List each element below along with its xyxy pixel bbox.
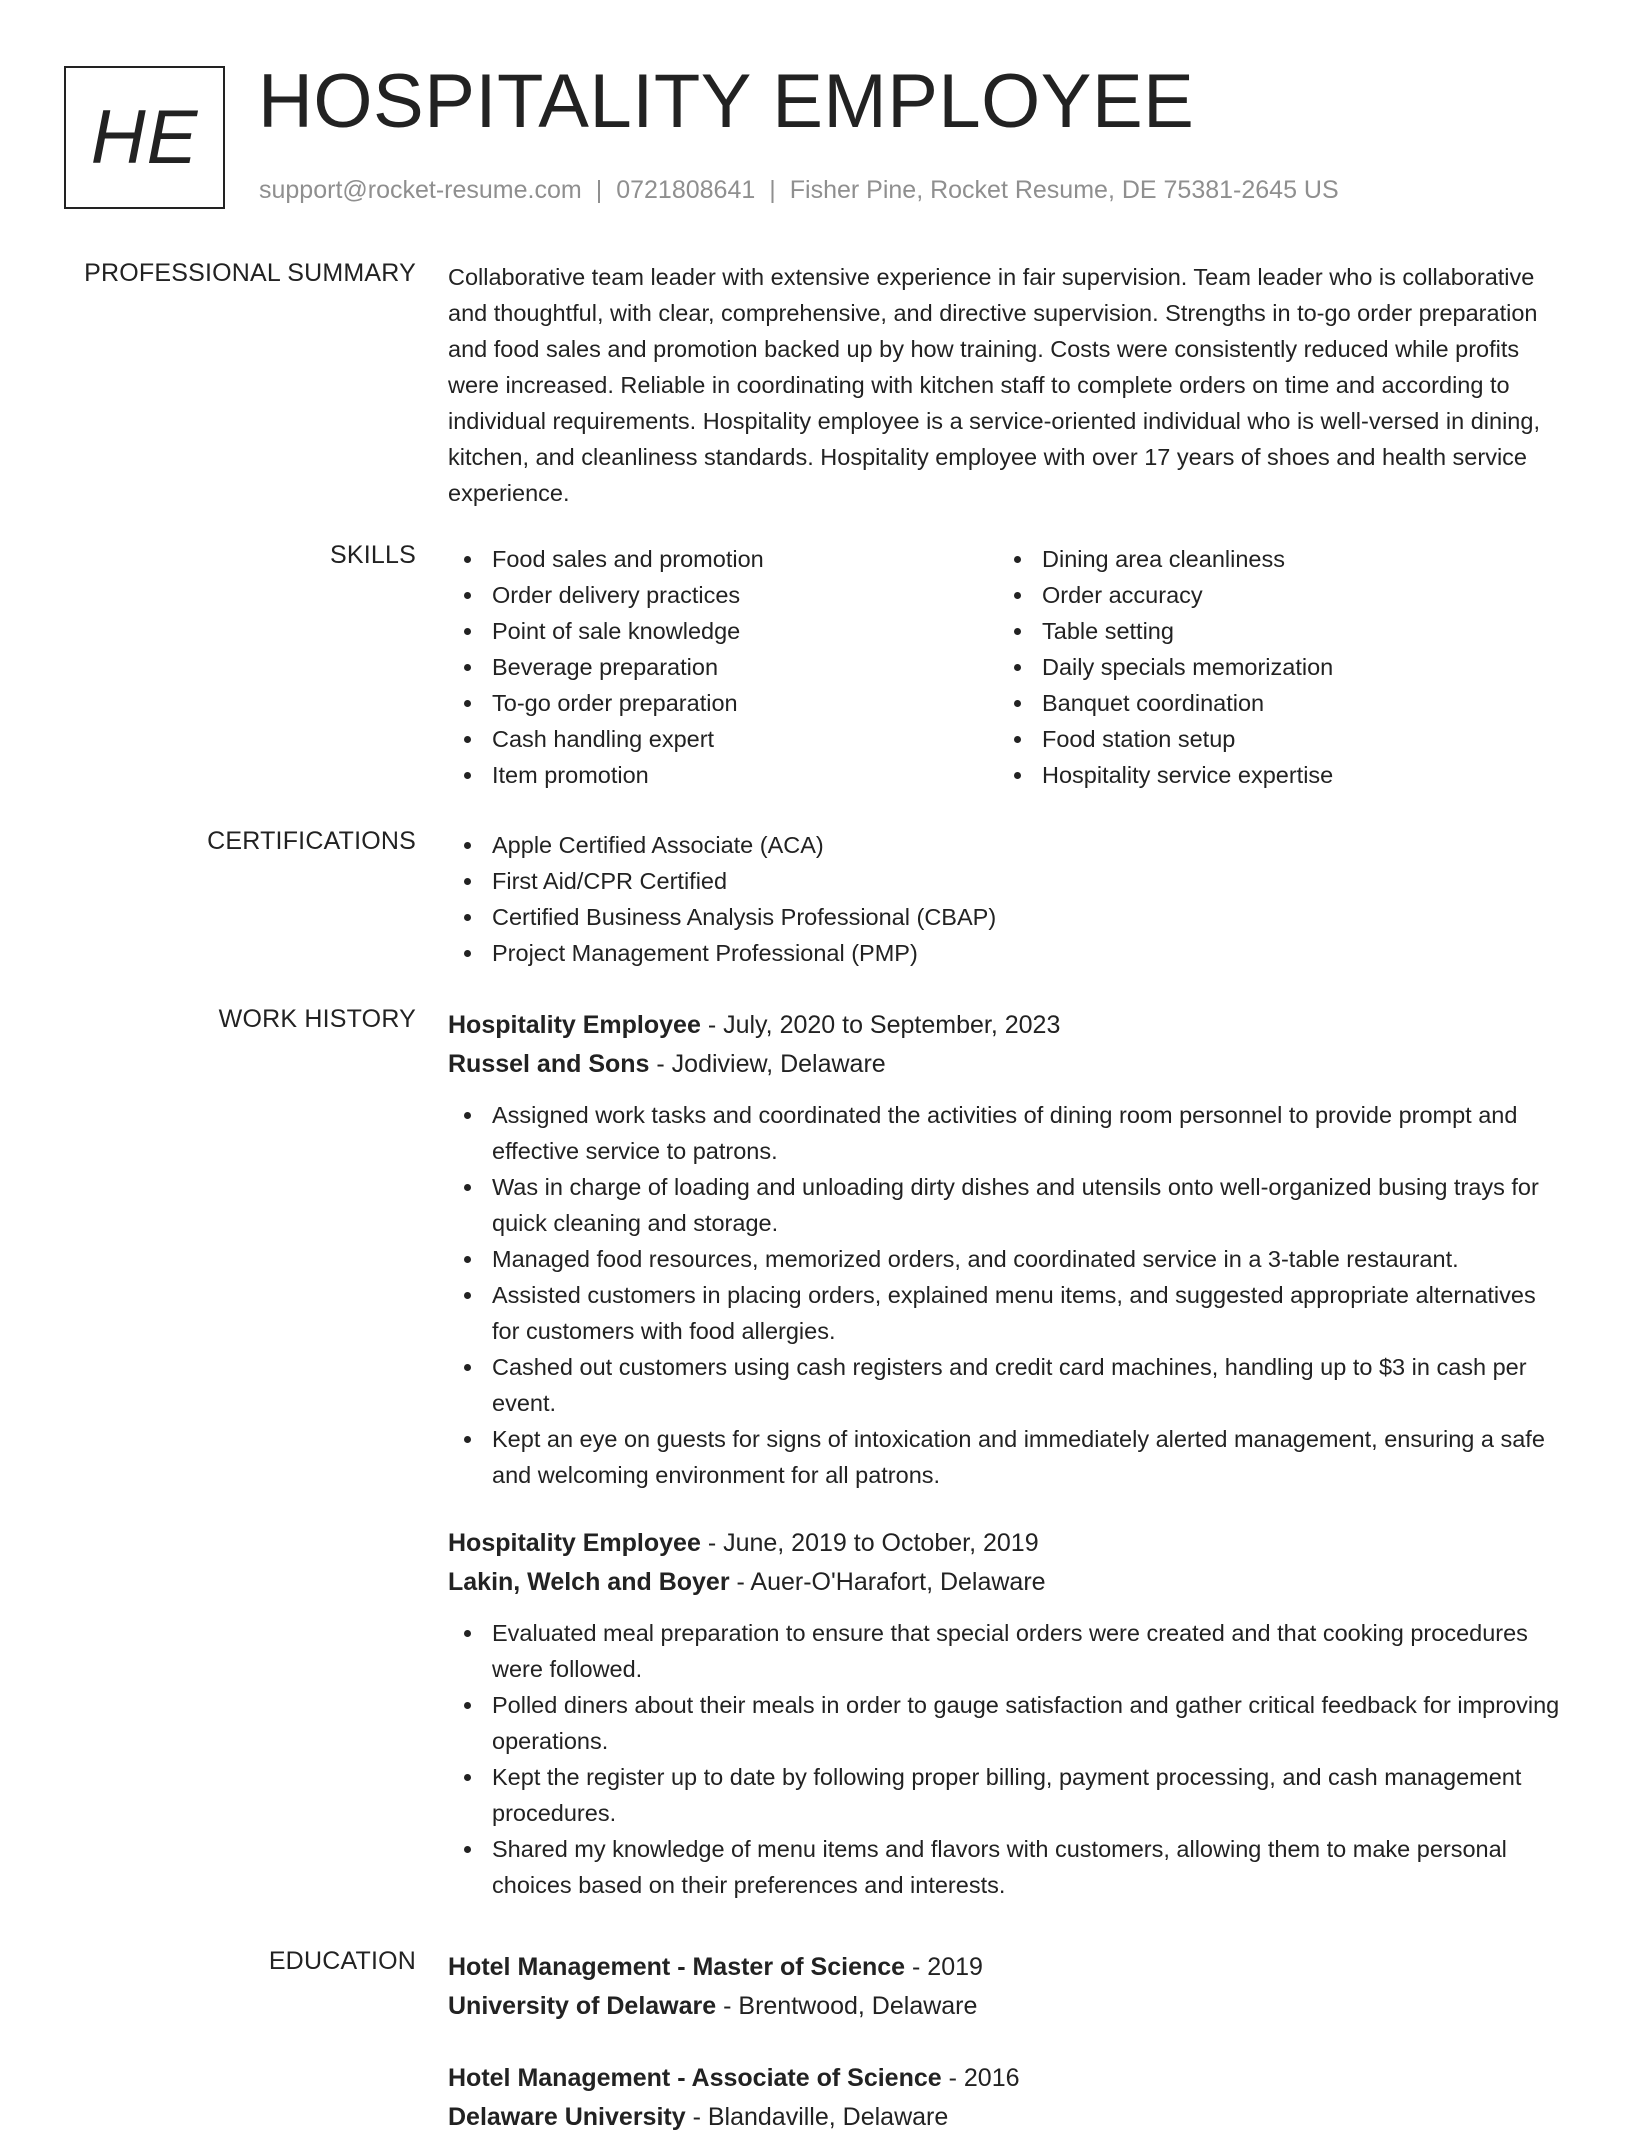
certifications-list bbox=[448, 827, 1568, 971]
skills-grid bbox=[448, 541, 1568, 793]
job-title-line bbox=[448, 1523, 1568, 1563]
skill-item: Food sales and promotion bbox=[448, 541, 998, 577]
education-location: - Blandaville, Delaware bbox=[692, 2103, 949, 2131]
skill-item: Cash handling expert bbox=[448, 721, 998, 757]
job-bullet: Assigned work tasks and coordinated the activities of dining room personnel to provide prompt and effective service to patrons. bbox=[448, 1097, 1568, 1169]
skill-item: Daily specials memorization bbox=[998, 649, 1548, 685]
job-bullets bbox=[448, 1615, 1568, 1903]
job-title: Hospitality Employee bbox=[448, 1529, 701, 1557]
job-bullet: Was in charge of loading and unloading dirty dishes and utensils onto well-organized busing trays for quick cleaning and storage. bbox=[448, 1169, 1568, 1241]
job-dates: - July, 2020 to September, 2023 bbox=[707, 1011, 1061, 1039]
education-degree-line bbox=[448, 2058, 1568, 2098]
education-entry bbox=[448, 2058, 1568, 2136]
job-bullet: Polled diners about their meals in order to gauge satisfaction and gather critical feedback for improving operations. bbox=[448, 1687, 1568, 1759]
skill-item: Beverage preparation bbox=[448, 649, 998, 685]
job-bullet: Kept the register up to date by following proper billing, payment processing, and cash management procedures. bbox=[448, 1759, 1568, 1831]
skill-item: To-go order preparation bbox=[448, 685, 998, 721]
education-entry bbox=[448, 1947, 1568, 2025]
job-bullet: Assisted customers in placing orders, explained menu items, and suggested appropriate alternatives for customers with food allergies. bbox=[448, 1277, 1568, 1349]
education-body bbox=[448, 1947, 1568, 2136]
monogram-box bbox=[64, 66, 225, 209]
education-year: - 2019 bbox=[912, 1953, 983, 1981]
skill-item: Order accuracy bbox=[998, 577, 1548, 613]
education-degree: Hotel Management - Master of Science bbox=[448, 1953, 906, 1981]
certification-item: Apple Certified Associate (ACA) bbox=[448, 827, 1568, 863]
section-label-skills: SKILLS bbox=[330, 541, 416, 569]
job-bullet: Evaluated meal preparation to ensure that special orders were created and that cooking procedures were followed. bbox=[448, 1615, 1568, 1687]
job-entry bbox=[448, 1523, 1568, 1903]
skill-item: Point of sale knowledge bbox=[448, 613, 998, 649]
skills-list-right bbox=[998, 541, 1548, 793]
job-entry bbox=[448, 1005, 1568, 1493]
education-school: University of Delaware bbox=[448, 1992, 717, 2020]
skill-item: Dining area cleanliness bbox=[998, 541, 1548, 577]
job-bullet: Kept an eye on guests for signs of intoxication and immediately alerted management, ensuring a safe and welcoming environment for all patrons. bbox=[448, 1421, 1568, 1493]
job-bullet: Managed food resources, memorized orders, and coordinated service in a 3-table restaurant. bbox=[448, 1241, 1568, 1277]
skills-body bbox=[448, 541, 1568, 793]
section-label-summary: PROFESSIONAL SUMMARY bbox=[84, 259, 416, 287]
skill-item: Hospitality service expertise bbox=[998, 757, 1548, 793]
job-company: Russel and Sons bbox=[448, 1050, 650, 1078]
contact-address: Fisher Pine, Rocket Resume, DE 75381-2645 US bbox=[789, 176, 1339, 204]
summary-text: Collaborative team leader with extensive experience in fair supervision. Team leader who is collaborative and thoughtful, with clear, comprehensive, and directive supervision. Strengths in to-go order preparation and food sales and promotion backed up by how training. Costs were consistently reduced while profits were increased. Reliable in coordinating with kitchen staff to complete orders on time and according to individual requirements. Hospitality employee is a service-oriented individual who is well-versed in dining, kitchen, and cleanliness standards. Hospitality employee with over 17 years of shoes and health service experience. bbox=[448, 264, 1540, 506]
job-title: Hospitality Employee bbox=[448, 1011, 701, 1039]
education-year: - 2016 bbox=[948, 2064, 1020, 2092]
certification-item: Project Management Professional (PMP) bbox=[448, 935, 1568, 971]
job-company: Lakin, Welch and Boyer bbox=[448, 1568, 730, 1596]
contact-separator: | bbox=[595, 176, 603, 204]
job-dates: - June, 2019 to October, 2019 bbox=[707, 1529, 1039, 1557]
job-location: - Jodiview, Delaware bbox=[656, 1050, 886, 1078]
certification-item: First Aid/CPR Certified bbox=[448, 863, 1568, 899]
contact-separator: | bbox=[769, 176, 776, 204]
job-location: - Auer-O'Harafort, Delaware bbox=[736, 1568, 1046, 1596]
work-body bbox=[448, 1005, 1568, 1903]
skills-list-left bbox=[448, 541, 998, 793]
job-bullet: Shared my knowledge of menu items and flavors with customers, allowing them to make personal choices based on their preferences and interests. bbox=[448, 1831, 1568, 1903]
certifications-body bbox=[448, 827, 1568, 971]
education-school-line bbox=[448, 2098, 1568, 2136]
job-title-line bbox=[448, 1005, 1568, 1045]
education-degree: Hotel Management - Associate of Science bbox=[448, 2064, 942, 2092]
skill-item: Order delivery practices bbox=[448, 577, 998, 613]
skill-item: Table setting bbox=[998, 613, 1548, 649]
certification-item: Certified Business Analysis Professional (CBAP) bbox=[448, 899, 1568, 935]
skill-item: Item promotion bbox=[448, 757, 998, 793]
contact-line bbox=[259, 176, 1339, 205]
education-location: - Brentwood, Delaware bbox=[723, 1992, 978, 2020]
monogram-initials: HE bbox=[90, 95, 199, 180]
contact-email: support@rocket-resume.com bbox=[259, 176, 582, 204]
job-bullet: Cashed out customers using cash registers and credit card machines, handling up to $3 in cash per event. bbox=[448, 1349, 1568, 1421]
education-degree-line bbox=[448, 1947, 1568, 1987]
job-bullets bbox=[448, 1097, 1568, 1493]
skill-item: Food station setup bbox=[998, 721, 1548, 757]
job-company-line bbox=[448, 1045, 1568, 1083]
section-label-work: WORK HISTORY bbox=[218, 1005, 416, 1033]
education-school-line bbox=[448, 1987, 1568, 2025]
job-company-line bbox=[448, 1563, 1568, 1601]
contact-phone: 0721808641 bbox=[616, 176, 756, 204]
section-label-education: EDUCATION bbox=[268, 1947, 416, 1975]
education-school: Delaware University bbox=[448, 2103, 686, 2131]
candidate-name: HOSPITALITY EMPLOYEE bbox=[258, 59, 1195, 144]
section-label-certifications: CERTIFICATIONS bbox=[207, 827, 416, 855]
skill-item: Banquet coordination bbox=[998, 685, 1548, 721]
